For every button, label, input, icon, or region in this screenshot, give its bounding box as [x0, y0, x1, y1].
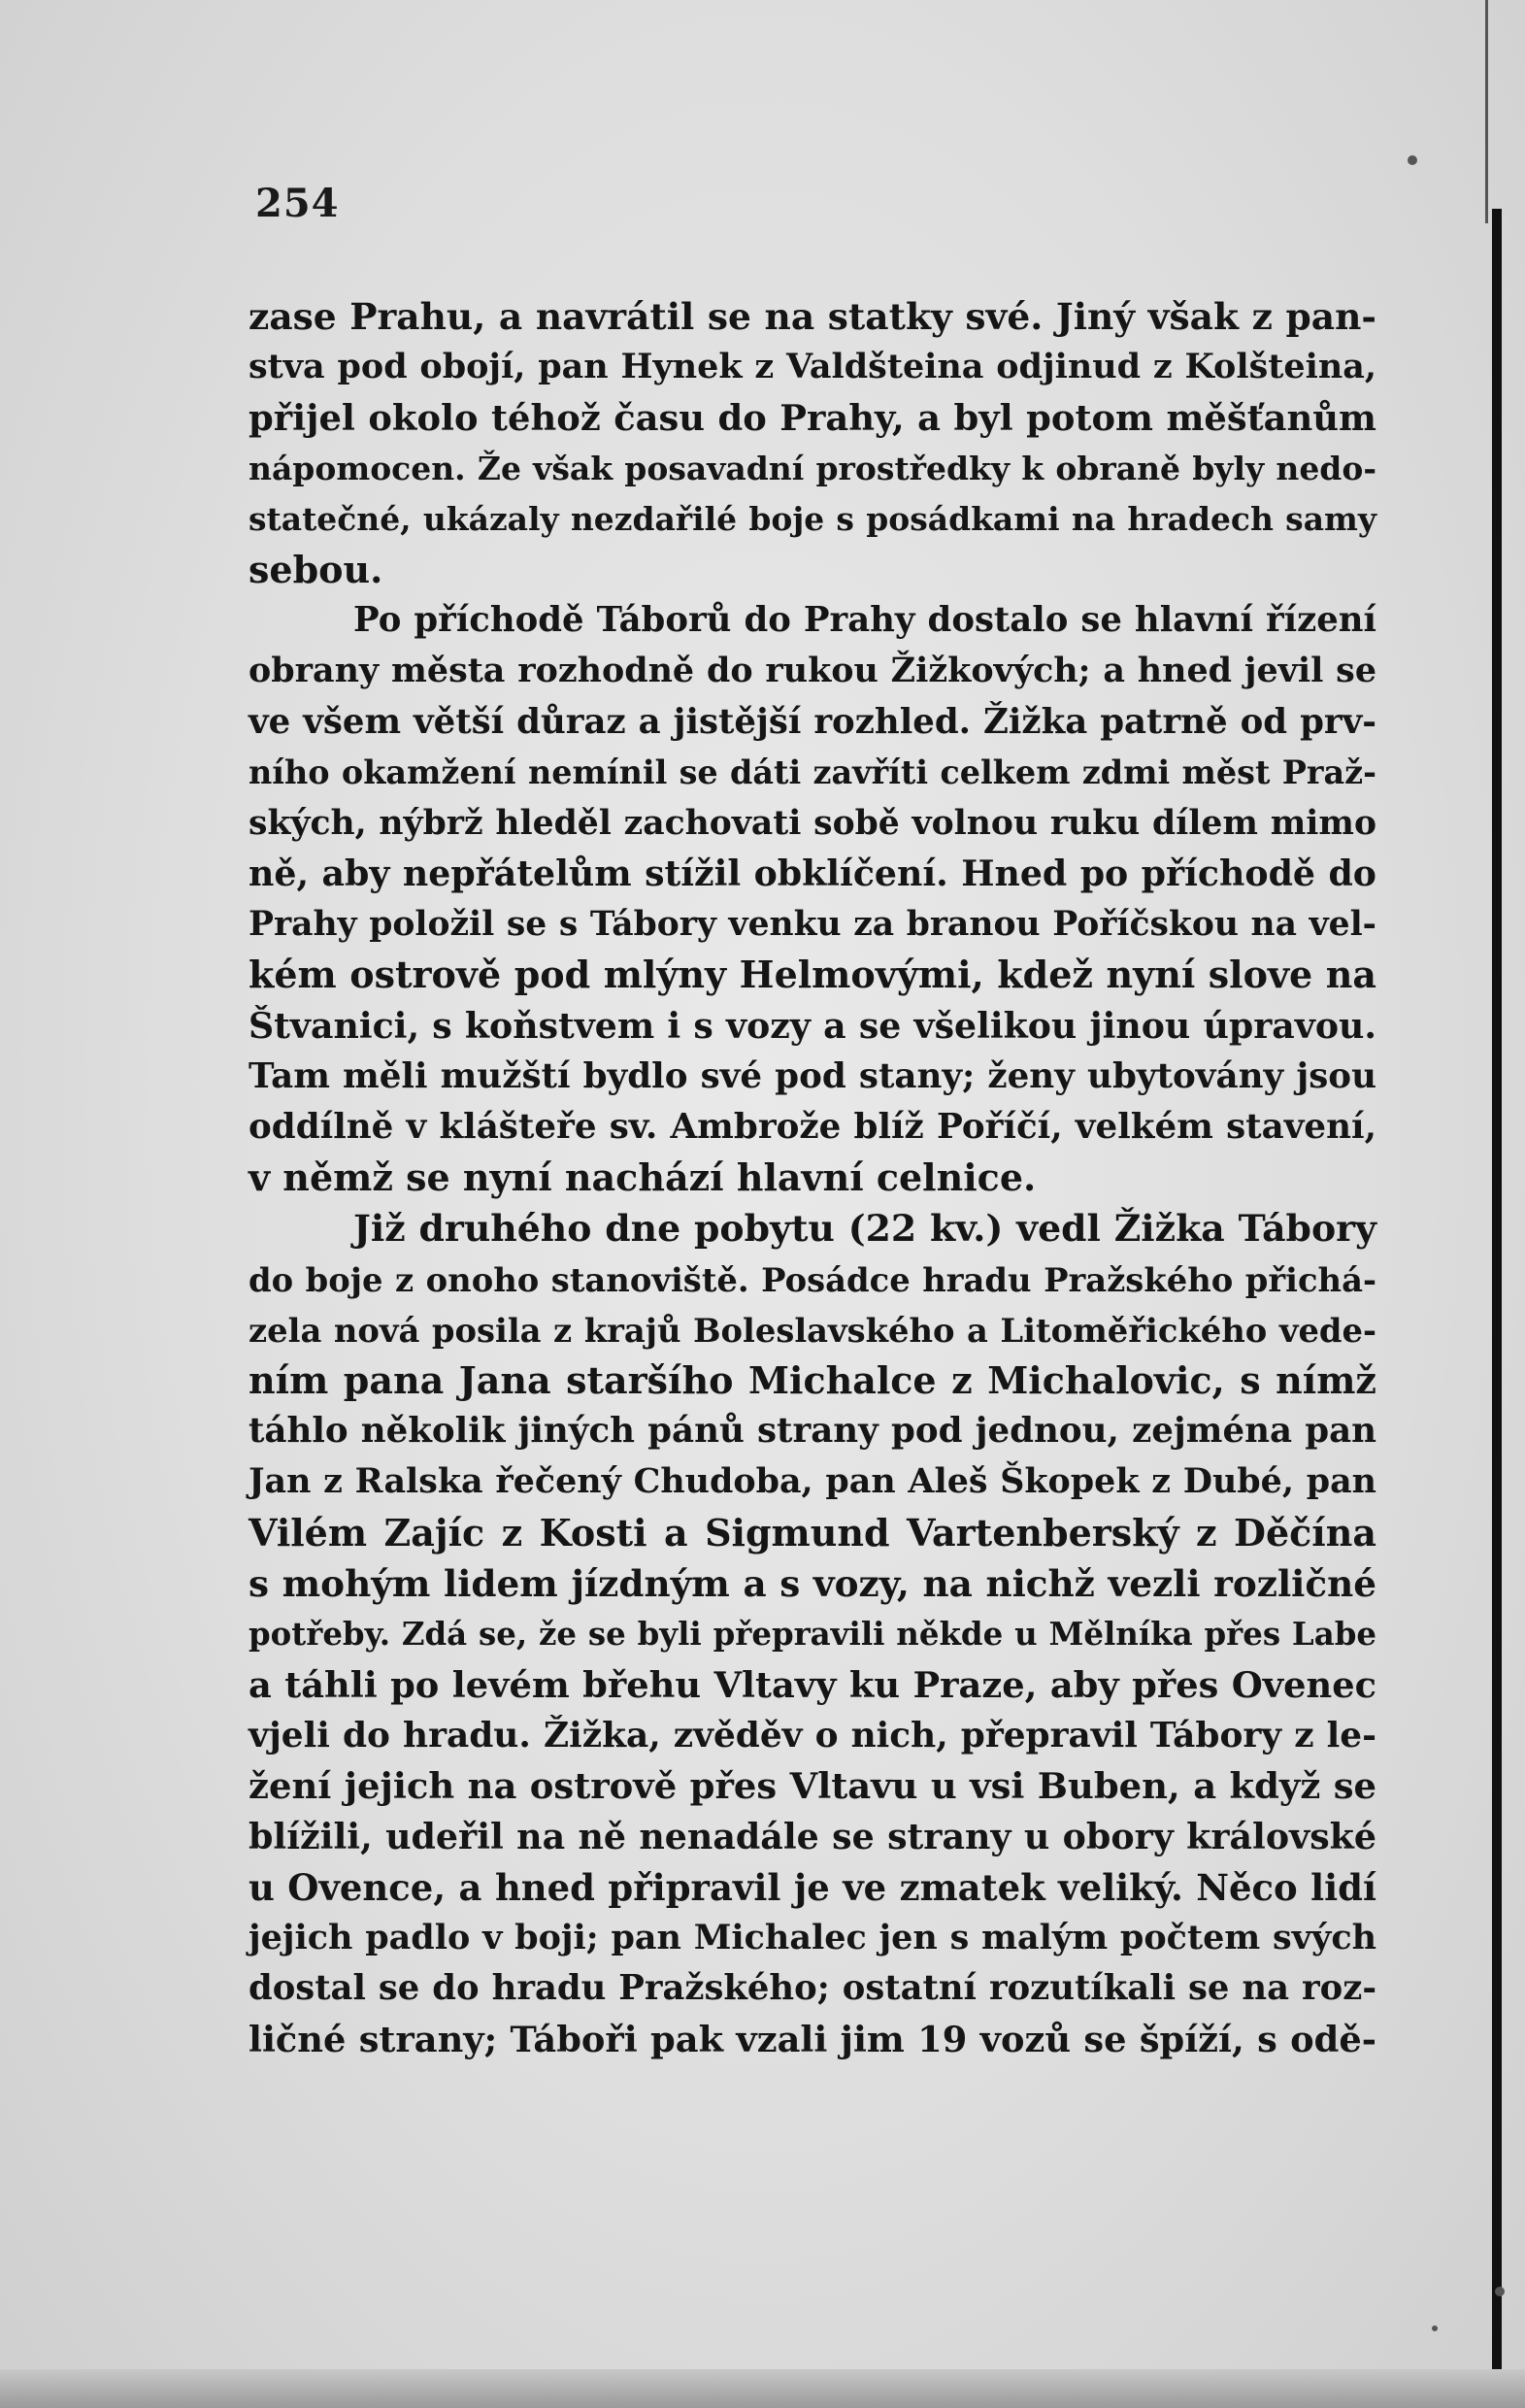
- text-line: Jan z Ralska řečený Chudoba, pan Aleš Škopek z Dubé, pan: [249, 1461, 1376, 1502]
- text-line: do boje z onoho stanoviště. Posádce hradu Pražského přichá-: [249, 1259, 1376, 1299]
- text-line: ských, nýbrž hleděl zachovati sobě volnou ruku dílem mimo: [249, 803, 1376, 843]
- text-line: ve všem větší důraz a jistější rozhled. Žižka patrně od prv-: [249, 701, 1376, 742]
- text-line: Štvanici, s koňstvem i s vozy a se všelikou jinou úpravou.: [249, 1004, 1376, 1047]
- text-line: vjeli do hradu. Žižka, zvěděv o nich, přepravil Tábory z le-: [249, 1715, 1376, 1756]
- text-line: nápomocen. Že však posavadní prostředky k obraně byly nedo-: [249, 449, 1376, 487]
- paragraph-2: [249, 595, 1376, 1203]
- text-line: dostal se do hradu Pražského; ostatní rozutíkali se na roz-: [249, 1968, 1376, 2009]
- paragraph-1: [249, 291, 1376, 595]
- text-line: přijel okolo téhož času do Prahy, a byl potom měšťanům: [249, 396, 1376, 440]
- text-line: zela nová posila z krajů Boleslavského a Litoměřického vede-: [249, 1310, 1376, 1350]
- body-text: [249, 291, 1376, 2065]
- text-line: s mohým lidem jízdným a s vozy, na nichž vezli rozličné: [249, 1561, 1376, 1605]
- text-line: jejich padlo v boji; pan Michalec jen s malým počtem svých: [249, 1918, 1376, 1957]
- text-line: potřeby. Zdá se, že se byli přepravili někde u Mělníka přes Labe: [249, 1615, 1376, 1653]
- text-line: a táhli po levém břehu Vltavy ku Praze, aby přes Ovenec: [249, 1663, 1376, 1707]
- text-line: sebou.: [249, 547, 383, 591]
- ink-speck: [1495, 2287, 1505, 2296]
- ink-speck: [1408, 155, 1417, 165]
- page-edge-shadow: [1485, 0, 1488, 223]
- text-line: Již druhého dne pobytu (22 kv.) vedl Žižka Tábory: [353, 1207, 1376, 1251]
- text-line: ličné strany; Táboři pak vzali jim 19 vozů se špíží, s odě-: [249, 2018, 1376, 2061]
- text-line: žení jejich na ostrově přes Vltavu u vsi Buben, a když se: [249, 1764, 1376, 1808]
- text-line: Tam měli mužští bydlo své pod stany; ženy ubytovány jsou: [249, 1055, 1376, 1096]
- text-line: stva pod obojí, pan Hynek z Valdšteina odjinud z Kolšteina,: [249, 347, 1376, 387]
- text-line: Prahy položil se s Tábory venku za branou Poříčskou na vel-: [249, 905, 1376, 945]
- text-line: Vilém Zajíc z Kosti a Sigmund Vartenberský z Děčína: [249, 1510, 1376, 1555]
- text-line: u Ovence, a hned připravil je ve zmatek veliký. Něco lidí: [249, 1865, 1376, 1909]
- text-line: táhlo několik jiných pánů strany pod jednou, zejména pan: [249, 1411, 1376, 1452]
- bottom-page-edge: [0, 2369, 1525, 2408]
- text-line: v němž se nyní nachází hlavní celnice.: [249, 1155, 1037, 1200]
- text-line: statečné, ukázaly nezdařilé boje s posádkami na hradech samy: [249, 499, 1376, 538]
- text-line: ního okamžení nemínil se dáti zavříti celkem zdmi měst Praž-: [249, 752, 1376, 791]
- text-line: zase Prahu, a navrátil se na statky své. Jiný však z pan-: [249, 295, 1376, 338]
- text-line: Po příchodě Táborů do Prahy dostalo se hlavní řízení: [353, 600, 1376, 641]
- paragraph-3: [249, 1203, 1376, 2064]
- ink-speck: [1432, 2325, 1438, 2331]
- text-line: ně, aby nepřátelům stížil obklíčení. Hned po příchodě do: [249, 853, 1376, 895]
- text-line: obrany města rozhodně do rukou Žižkových; a hned jevil se: [249, 651, 1376, 691]
- text-line: kém ostrově pod mlýny Helmovými, kdež nyní slove na: [249, 953, 1376, 997]
- page-number: 254: [255, 181, 340, 226]
- text-line: ním pana Jana staršího Michalce z Michalovic, s nímž: [249, 1357, 1376, 1402]
- binding-edge: [1492, 209, 1502, 2408]
- text-line: blížili, udeřil na ně nenadále se strany u obory královské: [249, 1815, 1376, 1857]
- text-line: oddílně v klášteře sv. Ambrože blíž Poříčí, velkém stavení,: [249, 1107, 1376, 1147]
